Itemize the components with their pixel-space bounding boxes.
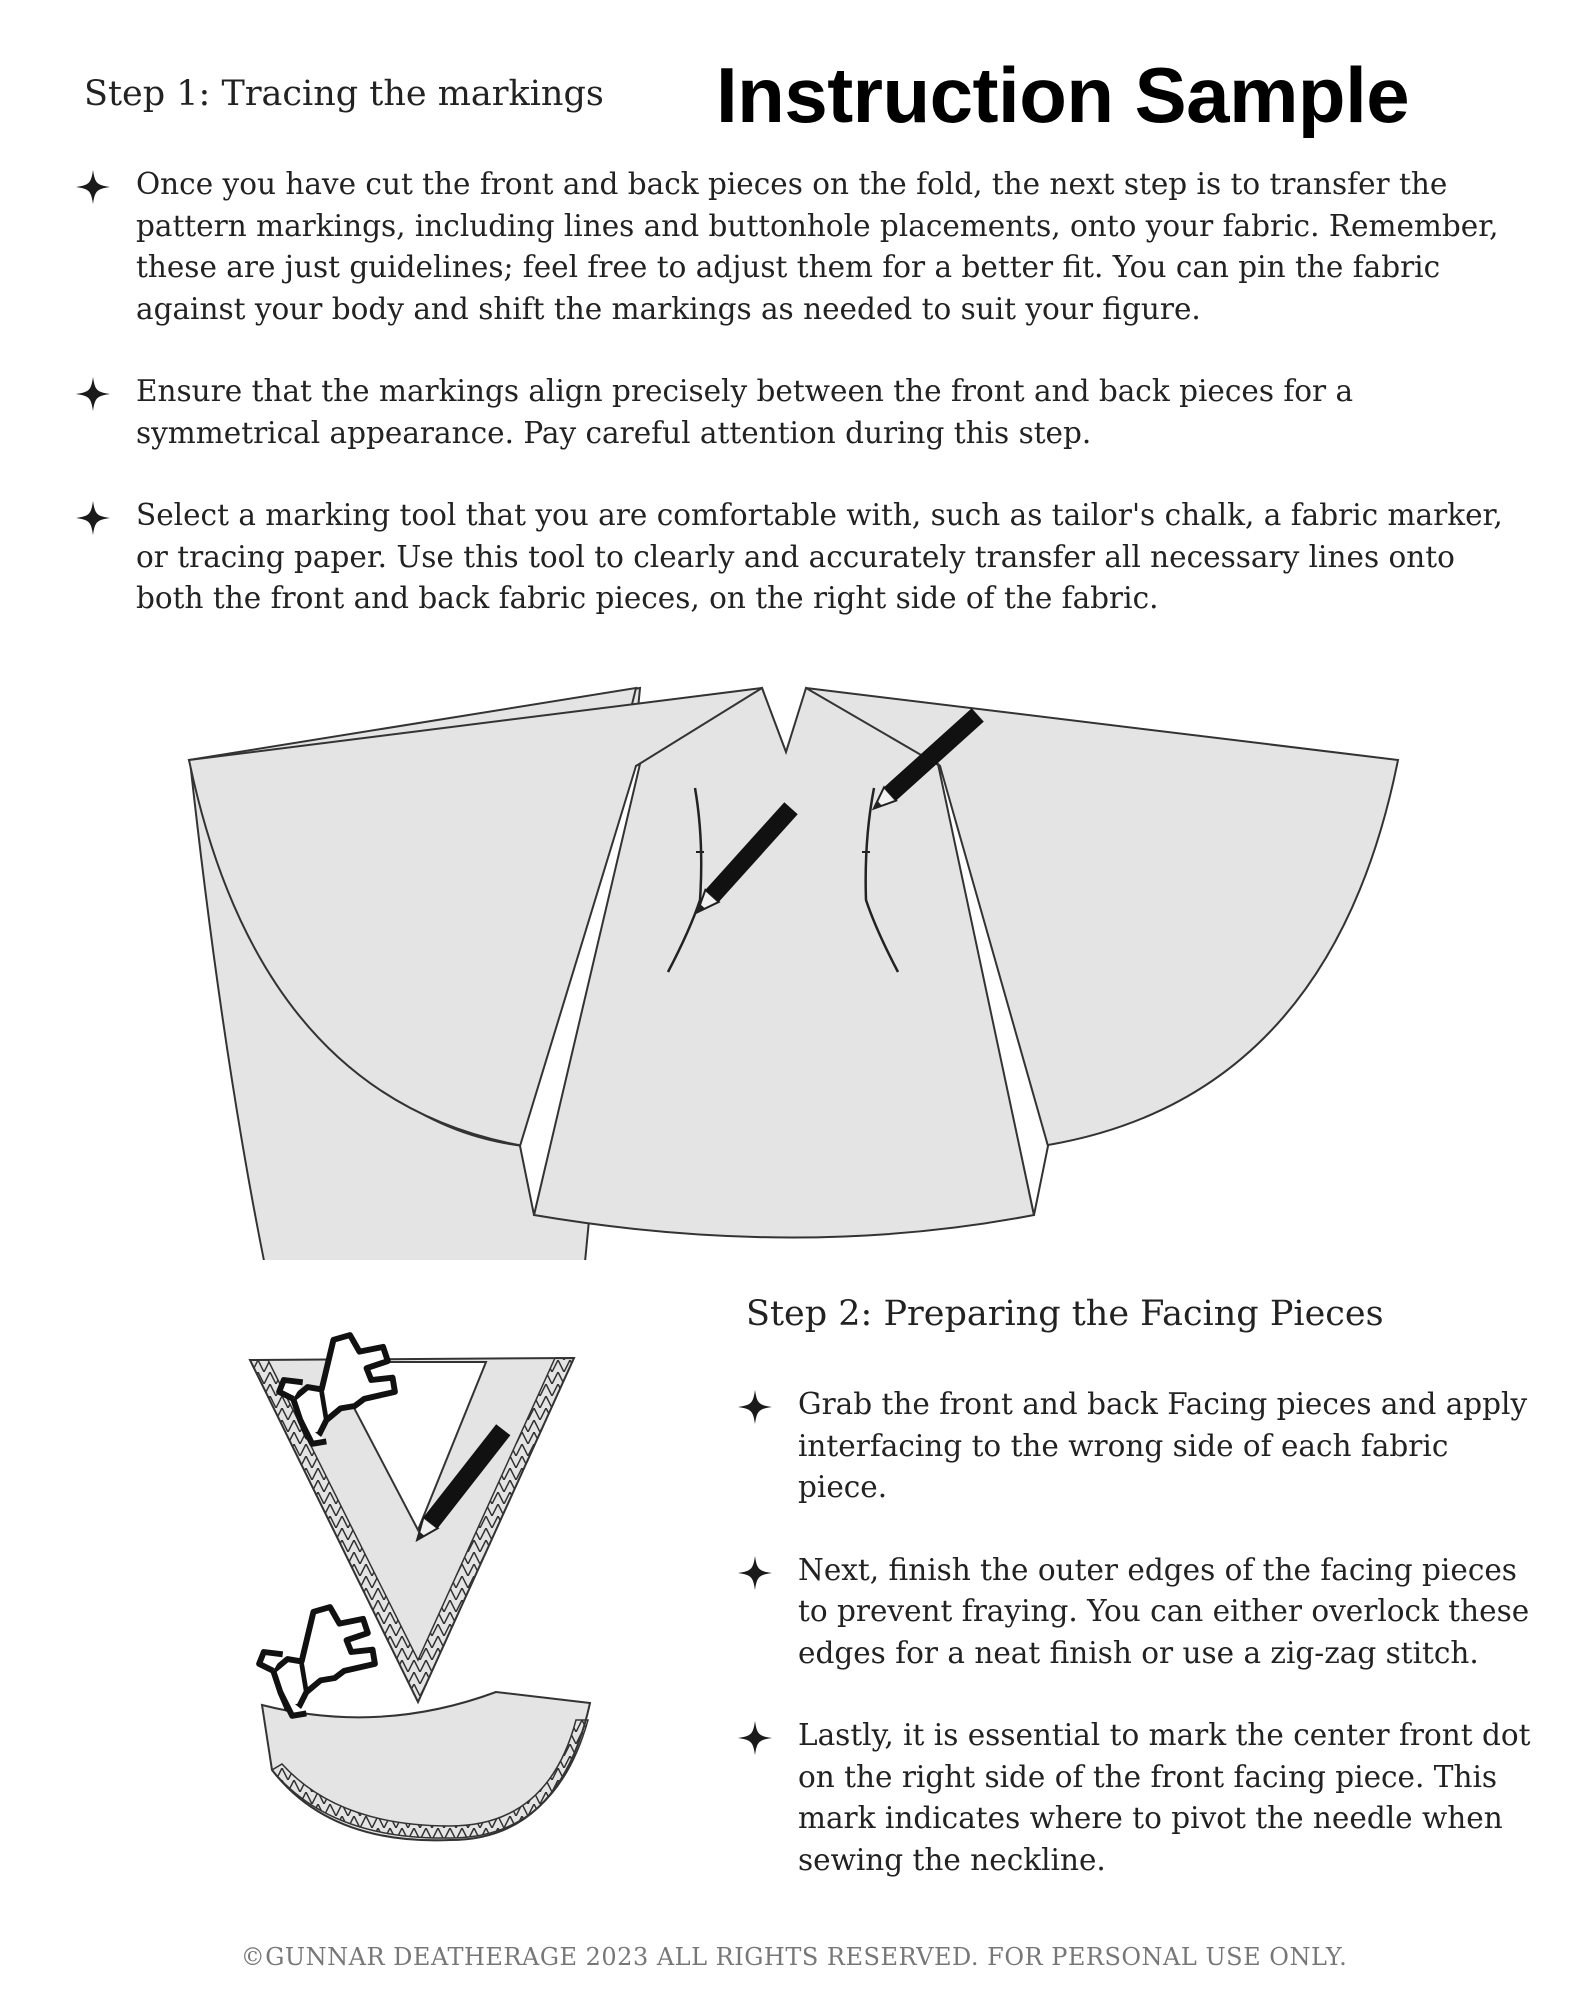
- document-title: Instruction Sample: [716, 51, 1410, 139]
- list-item: [736, 1550, 1536, 1675]
- back-facing-piece: [262, 1692, 590, 1840]
- dress-pattern-illustration: [0, 660, 1588, 1260]
- bullet-text: Lastly, it is essential to mark the center front dot on the right side of the front facing piece. This mark indicates where to pivot the needle when sewing the neckline.: [798, 1718, 1531, 1877]
- bullet-text: Next, finish the outer edges of the facing pieces to prevent fraying. You can either overlock these edges for a neat finish or use a zig-zag stitch.: [798, 1552, 1530, 1670]
- bullet-text: Select a marking tool that you are comfortable with, such as tailor's chalk, a fabric marker, or tracing paper. Use this tool to clearly and accurately transfer all necessary lines onto both the front and back fabric pieces, on the right side of the fabric.: [136, 498, 1503, 615]
- step1-heading: Step 1: Tracing the markings: [84, 74, 604, 114]
- facing-pieces-illustration: [0, 1300, 720, 1860]
- bullet-text: Grab the front and back Facing pieces and apply interfacing to the wrong side of each fabric piece.: [798, 1387, 1528, 1504]
- list-item: [736, 1384, 1536, 1509]
- step2-heading: Step 2: Preparing the Facing Pieces: [746, 1294, 1384, 1334]
- star-bullet-icon: [736, 1719, 774, 1757]
- list-item: [74, 371, 1524, 454]
- bullet-text: Ensure that the markings align precisely between the front and back pieces for a symmetrical appearance. Pay careful attention during this step.: [136, 374, 1354, 450]
- star-bullet-icon: [74, 499, 112, 537]
- list-item: [74, 495, 1524, 620]
- bullet-text: Once you have cut the front and back pieces on the fold, the next step is to transfer the pattern markings, including lines and buttonhole placements, onto your fabric. Remember, these are just guidelines; feel free to adjust them for a better fit. You can pin the fabric against your body and shift the markings as needed to suit your figure.: [136, 167, 1499, 326]
- list-item: [736, 1715, 1536, 1881]
- step2-bullet-list: [736, 1384, 1536, 1922]
- list-item: [74, 164, 1524, 330]
- star-bullet-icon: [74, 168, 112, 206]
- star-bullet-icon: [736, 1554, 774, 1592]
- step1-bullet-list: [74, 164, 1524, 661]
- star-bullet-icon: [74, 375, 112, 413]
- copyright-footer: ©GUNNAR DEATHERAGE 2023 ALL RIGHTS RESERVED. FOR PERSONAL USE ONLY.: [240, 1943, 1348, 1971]
- presser-foot-icon: [259, 1607, 375, 1716]
- star-bullet-icon: [736, 1388, 774, 1426]
